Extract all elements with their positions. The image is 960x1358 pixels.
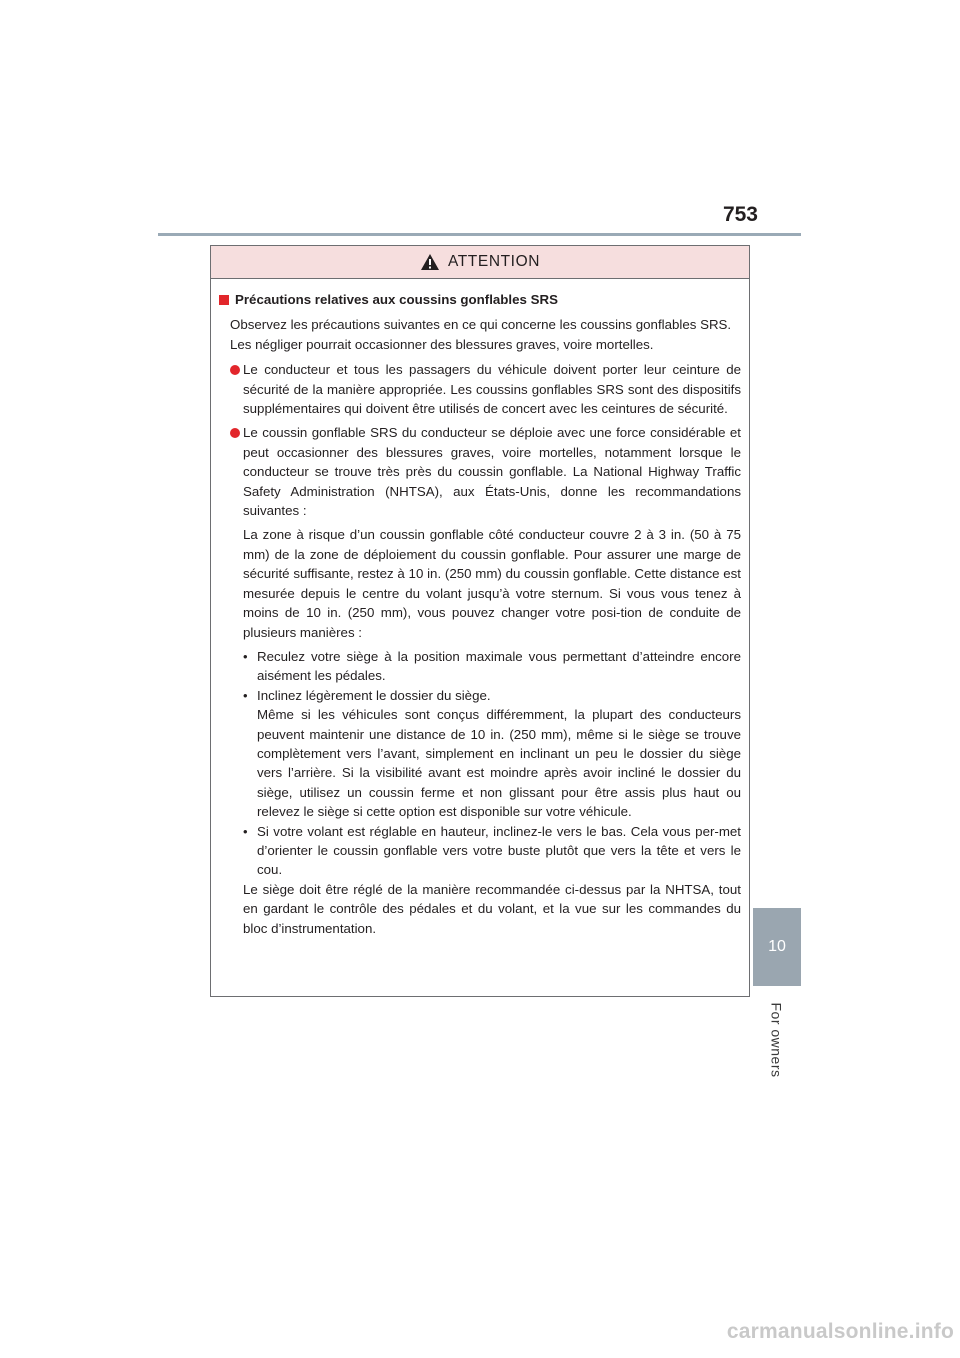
list-item (243, 647, 741, 686)
bullet-text: Le conducteur et tous les passagers du véhicule doivent porter leur ceinture de sécurité de la manière appropriée. Les coussins gonflables SRS sont des dispositifs supplémentaires qui doivent être utilisés de concert avec les ceintures de sécurité. (243, 362, 741, 417)
list-marker: • (243, 823, 248, 839)
closing-paragraph: Le siège doit être réglé de la manière recommandée ci-dessus par la NHTSA, tout en gardant le contrôle des pédales et du volant, et la vue sur les commandes du bloc d’instrumentation. (243, 881, 741, 936)
bullet-item (219, 360, 741, 418)
caution-body (211, 279, 749, 938)
bullet-item (219, 423, 741, 520)
red-bullet-icon (230, 365, 240, 375)
recommendation-list (219, 647, 741, 880)
red-bullet-icon (230, 428, 240, 438)
intro-paragraph: Observez les précautions suivantes en ce qui concerne les coussins gonflables SRS. (230, 317, 732, 333)
caution-box (210, 245, 750, 997)
list-item-text: Reculez votre siège à la position maximale vous permettant d’atteindre encore aisément les pédales. (257, 648, 741, 684)
warning-triangle-icon (420, 253, 440, 271)
list-item-continuation: Même si les véhicules sont conçus différemment, la plupart des conducteurs peuvent maintenir une distance de 10 in. (250 mm), même si le siège se trouve complètement vers l’avant, simplement en inclinant un peu le dossier du siège vers l’arrière. Si la visibilité avant est moindre après avoir incliné le dossier du siège, utilisez un coussin ferme et non glissant pour être assis plus haut ou relevez le siège si cette option est disponible sur votre véhicule. (257, 707, 741, 820)
list-item (243, 822, 741, 880)
risk-zone-paragraph: La zone à risque d’un coussin gonflable côté conducteur couvre 2 à 3 in. (50 à 75 mm) de la zone de déploiement du coussin gonflable. Pour assurer une marge de sécurité suffisante, restez à 10 in. (250 mm) du coussin gonflable. Cette distance est mesurée depuis le centre du volant jusqu’à votre sternum. Si vous vous tenez à moins de 10 in. (250 mm), vous pouvez changer votre posi-tion de conduite de plusieurs manières : (243, 527, 741, 640)
list-marker: • (243, 687, 248, 703)
list-item-text: Inclinez légèrement le dossier du siège. (257, 687, 491, 703)
header-rule (158, 233, 801, 236)
list-item-text: Si votre volant est réglable en hauteur, inclinez-le vers le bas. Cela vous per-met d’orienter le coussin gonflable vers votre buste plutôt que vers la tête et vers le cou. (257, 823, 741, 878)
section-heading (219, 290, 741, 309)
bullet-text: Le coussin gonflable SRS du conducteur se déploie avec une force considérable et peut occasionner des blessures graves, voire mortelles, notamment lorsque le conducteur se trouve très près du coussin gonflable. La National Highway Traffic Safety Administration (NHTSA), aux États-Unis, donne les recommandations suivantes : (243, 425, 741, 519)
section-heading-text: Précautions relatives aux coussins gonflables SRS (235, 292, 558, 307)
caution-title: ATTENTION (447, 253, 541, 270)
list-marker: • (243, 648, 248, 664)
chapter-number: 10 (768, 938, 786, 955)
list-item (243, 686, 741, 705)
watermark: carmanualsonline.info (726, 1320, 954, 1343)
red-square-icon (219, 295, 229, 305)
intro-warning: Les négliger pourrait occasionner des blessures graves, voire mortelles. (230, 336, 654, 352)
page-number: 753 (722, 203, 758, 226)
chapter-tab (753, 908, 801, 986)
chapter-label-text: For owners (769, 1002, 785, 1078)
chapter-label (768, 1000, 786, 1080)
caution-header (211, 246, 749, 279)
